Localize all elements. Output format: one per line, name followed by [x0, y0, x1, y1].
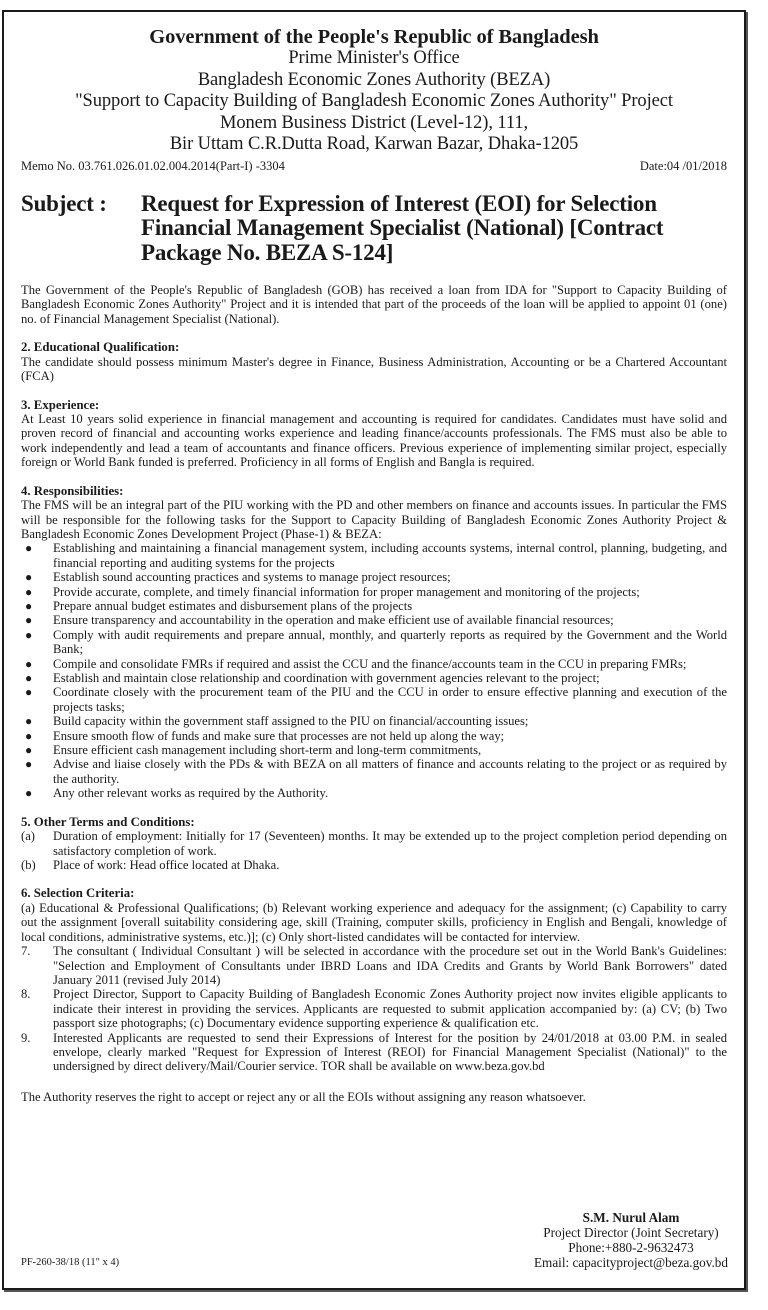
address-line-2: Bir Uttam C.R.Dutta Road, Karwan Bazar, Dhaka-1205: [169, 134, 579, 154]
numbered-list: [21, 944, 727, 1074]
reservation-statement: The Authority reserves the right to accept or reject any or all the EOIs without assigning any reason whatsoever.: [21, 1089, 586, 1104]
government-title: Government of the People's Republic of Bangladesh: [149, 26, 599, 48]
footer-code: PF-260-38/18 (11" x 4): [21, 1257, 120, 1268]
document-body: [21, 12, 727, 1104]
responsibilities-list: [21, 541, 727, 800]
subject-text: Request for Expression of Interest (EOI) for Selection Financial Management Specialist (National) [Contract Package No. BEZA S-124]: [141, 190, 664, 265]
signatory-email: Email: capacityproject@beza.gov.bd: [534, 1255, 728, 1270]
project-name: "Support to Capacity Building of Bangladesh Economic Zones Authority" Project: [75, 91, 673, 111]
list-item: ● Compile and consolidate FMRs if required and assist the CCU and the finance/accounts team in the CCU in preparing FMRs;: [25, 656, 687, 671]
bullet-icon: ●: [25, 757, 33, 772]
list-item: 8. Project Director, Support to Capacity Building of Bangladesh Economic Zones Authority project now invites eligible applicants to indicate their interest in providing the services. Applicants are requested to submit application accompanied by: (a) CV; (b) Two passport size photographs; (c) Documentary evidence supporting experience & qualification etc.: [21, 987, 727, 1031]
selection-text: (a) Educational & Professional Qualifications; (b) Relevant working experience and adequacy for the assignment; (c) Capability to carry out the assignment [overall suitability considering age, skill (Training, computer skills, proficiency in English and Bengali, knowledge of local conditions, administrative systems, etc.)]; (c) Only short-listed candidates will be contacted for interview.: [21, 900, 727, 944]
memo-row: [21, 158, 727, 174]
list-item: ● Establish and maintain close relationship and coordination with government agencies relevant to the project;: [25, 671, 600, 686]
address-line-1: Monem Business District (Level-12), 111,: [219, 112, 529, 133]
memo-date: Date:04 /01/2018: [639, 158, 727, 173]
bullet-icon: ●: [25, 685, 33, 700]
terms-heading: 5. Other Terms and Conditions:: [21, 814, 195, 829]
terms-list: [21, 829, 727, 872]
bullet-icon: ●: [25, 584, 33, 599]
list-item: ● Establish sound accounting practices and systems to manage project resources;: [25, 570, 451, 585]
bullet-icon: ●: [25, 671, 33, 686]
bullet-icon: ●: [25, 743, 33, 758]
education-heading: 2. Educational Qualification:: [21, 340, 180, 355]
bullet-icon: ●: [25, 613, 33, 628]
intro-paragraph: The Government of the People's Republic of Bangladesh (GOB) has received a loan from IDA for "Support to Capacity Building of Bangladesh Economic Zones Authority" Project and it is intended that part of the proceeds of the loan will be applied to appoint 01 (one) no. of Financial Management Specialist (National).: [21, 283, 727, 326]
signatory-title: Project Director (Joint Secretary): [543, 1225, 719, 1240]
experience-heading: 3. Experience:: [21, 397, 100, 412]
responsibilities-heading: 4. Responsibilities:: [21, 483, 124, 498]
bullet-icon: ●: [25, 541, 33, 556]
list-item: ● Build capacity within the government staff assigned to the PIU on financial/accounting issues;: [25, 714, 529, 729]
list-item: ● Prepare annual budget estimates and disbursement plans of the projects: [25, 599, 413, 613]
list-item: ● Any other relevant works as required by the Authority.: [25, 786, 329, 801]
list-item: (b) Place of work: Head office located at Dhaka.: [21, 858, 280, 872]
item-marker: 7.: [21, 944, 31, 959]
item-marker: 9.: [21, 1030, 31, 1045]
list-item: ● Comply with audit requirements and prepare annual, monthly, and quarterly reports as required by the Government and the World Bank;: [25, 627, 727, 657]
subject-label: Subject :: [21, 190, 107, 216]
document-frame: [2, 10, 746, 1290]
list-item: ● Coordinate closely with the procurement team of the PIU and the CCU in order to ensure effective planning and execution of the projects tasks;: [25, 685, 727, 714]
bullet-icon: ●: [25, 786, 33, 801]
responsibilities-text: The FMS will be an integral part of the PIU working with the PD and other members on finance and accounts issues. In particular the FMS will be responsible for the following tasks for the Support to Capacity Building of Bangladesh Economic Zones Authority Project & Bangladesh Economic Zones Development Project (Phase-1) & BEZA:: [21, 498, 727, 541]
experience-text: At Least 10 years solid experience in financial management and accounting is required for candidates. Candidates must have solid and proven record of financial and accounting works experience and leading finance/accounts professionals. The FMS must also be able to work independently and lead a team of accountants and finance officers. Previous experience of implementing similar project, especially foreign or World Bank funded is preferred. Proficiency in all forms of English and Bangla is required.: [21, 412, 727, 470]
bullet-icon: ●: [25, 599, 33, 613]
bullet-icon: ●: [25, 627, 33, 642]
list-item: ● Provide accurate, complete, and timely financial information for proper management and monitoring of the projects;: [25, 584, 640, 599]
bullet-icon: ●: [25, 728, 33, 743]
bullet-icon: ●: [25, 656, 33, 671]
memo-number: Memo No. 03.761.026.01.02.004.2014(Part-I) -3304: [21, 158, 285, 173]
list-item: ● Ensure smooth flow of funds and make sure that processes are not held up along the way;: [25, 728, 505, 743]
item-marker: 8.: [21, 987, 31, 1002]
list-item: 7. The consultant ( Individual Consultant ) will be selected in accordance with the procedure set out in the World Bank's Guidelines: "Selection and Employment of Consultants under IBRD Loans and IDA Credits and Grants by World Bank Borrowers" dated January 2011 (revised July 2014): [21, 944, 727, 987]
office-name: Prime Minister's Office: [288, 48, 460, 68]
authority-name: Bangladesh Economic Zones Authority (BEZA): [197, 69, 551, 90]
letterhead: [21, 26, 727, 156]
signatory-name: S.M. Nurul Alam: [582, 1210, 680, 1225]
list-item: ● Ensure efficient cash management including short-term and long-term commitments,: [25, 743, 482, 758]
signature-block: [534, 1210, 728, 1270]
list-item: 9. Interested Applicants are requested to send their Expressions of Interest for the position by 24/01/2018 at 03.00 P.M. in sealed envelope, clearly marked "Request for Expression of Interest (REOI) for Financial Management Specialist (National)" to the undersigned by direct delivery/Mail/Courier service. TOR shall be available on www.beza.gov.bd: [21, 1030, 727, 1074]
list-item: ● Ensure transparency and accountability in the operation and make efficient use of available financial resources;: [25, 613, 614, 628]
item-marker: (b): [21, 858, 36, 872]
signatory-phone: Phone:+880-2-9632473: [568, 1240, 694, 1255]
selection-heading: 6. Selection Criteria:: [21, 886, 135, 901]
subject: [21, 192, 727, 266]
education-text: The candidate should possess minimum Master's degree in Finance, Business Administration, Accounting or be a Chartered Accountant (FCA): [21, 354, 727, 384]
item-marker: (a): [21, 829, 35, 844]
list-item: ● Establishing and maintaining a financial management system, including accounts systems, internal control, planning, budgeting, and financial reporting and auditing systems for the projects: [25, 541, 727, 570]
bullet-icon: ●: [25, 714, 33, 729]
list-item: (a) Duration of employment: Initially for 17 (Seventeen) months. It may be extended up to the project completion period depending on satisfactory completion of work.: [21, 829, 727, 858]
list-item: ● Advise and liaise closely with the PDs & with BEZA on all matters of finance and accounts relating to the project or as required by the authority.: [25, 757, 727, 786]
bullet-icon: ●: [25, 570, 33, 585]
